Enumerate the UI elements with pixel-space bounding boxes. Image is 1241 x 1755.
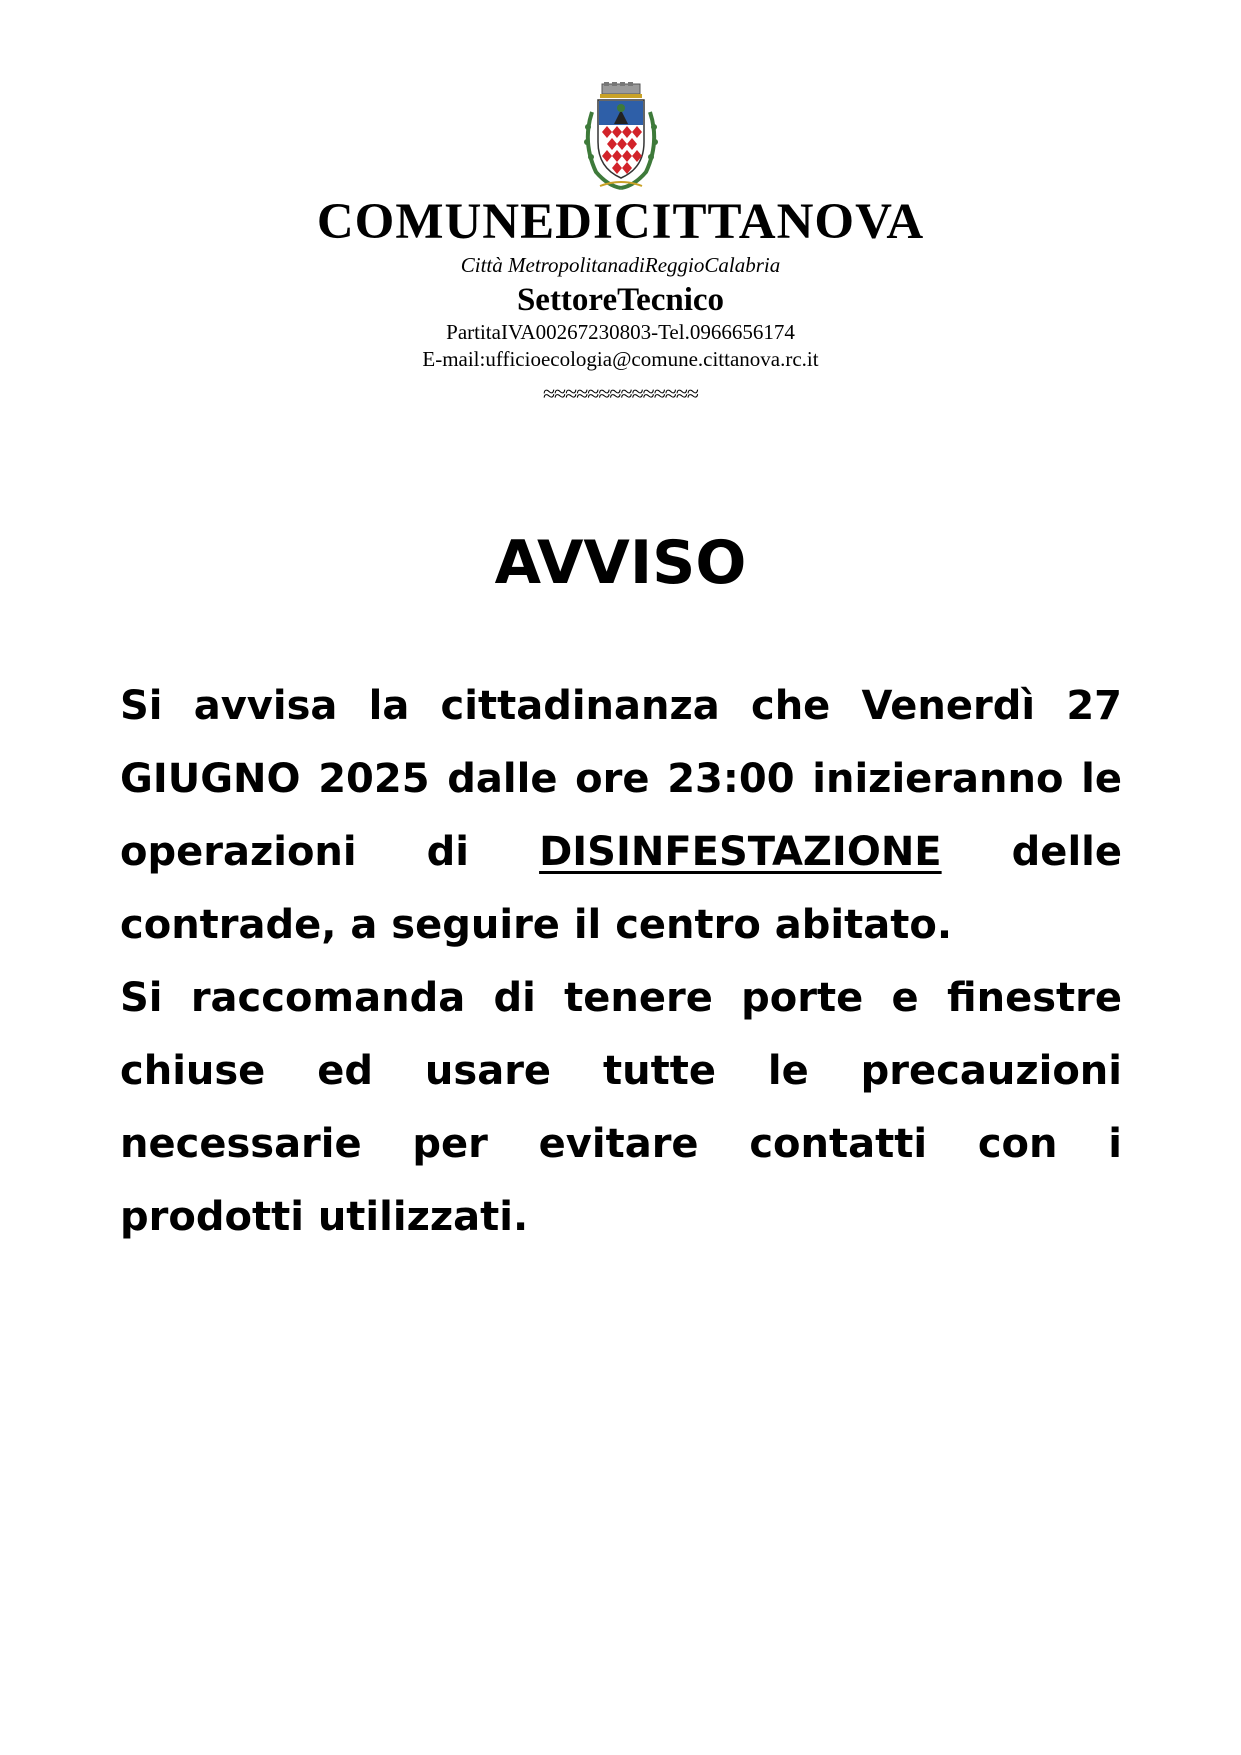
- paragraph-1-text-before: Si avvisa la cittadinanza che Venerdì 27 GIUGNO 2025 dalle ore 23:00 inizieranno le operazioni di: [120, 683, 1122, 875]
- letterhead: [0, 195, 1241, 407]
- vat-phone-line: PartitaIVA00267230803-Tel.0966656174: [446, 320, 795, 344]
- organization-subtitle: Città MetropolitanadiReggioCalabria: [460, 253, 781, 277]
- paragraph-1-text-after: delle contrade, a seguire il centro abitato.: [120, 829, 1122, 948]
- disinfestation-emphasis: DISINFESTAZIONE: [539, 829, 942, 875]
- department-name: SettoreTecnico: [516, 282, 725, 318]
- municipal-coat-of-arms-icon: [578, 82, 664, 192]
- notice-paragraph-2: Si raccomanda di tenere porte e finestre chiuse ed usare tutte le precauzioni necessarie per evitare contatti con i prodotti utilizzati.: [120, 975, 1122, 1240]
- notice-paragraph-1: [120, 670, 1122, 962]
- notice-body: [120, 670, 1122, 1254]
- organization-name: COMUNEDICITTANOVA: [316, 194, 925, 250]
- email-line: E-mail:ufficioecologia@comune.cittanova.rc.it: [422, 347, 819, 371]
- separator: ≈≈≈≈≈≈≈≈≈≈≈≈≈≈: [542, 381, 699, 406]
- notice-title: AVVISO: [494, 528, 747, 598]
